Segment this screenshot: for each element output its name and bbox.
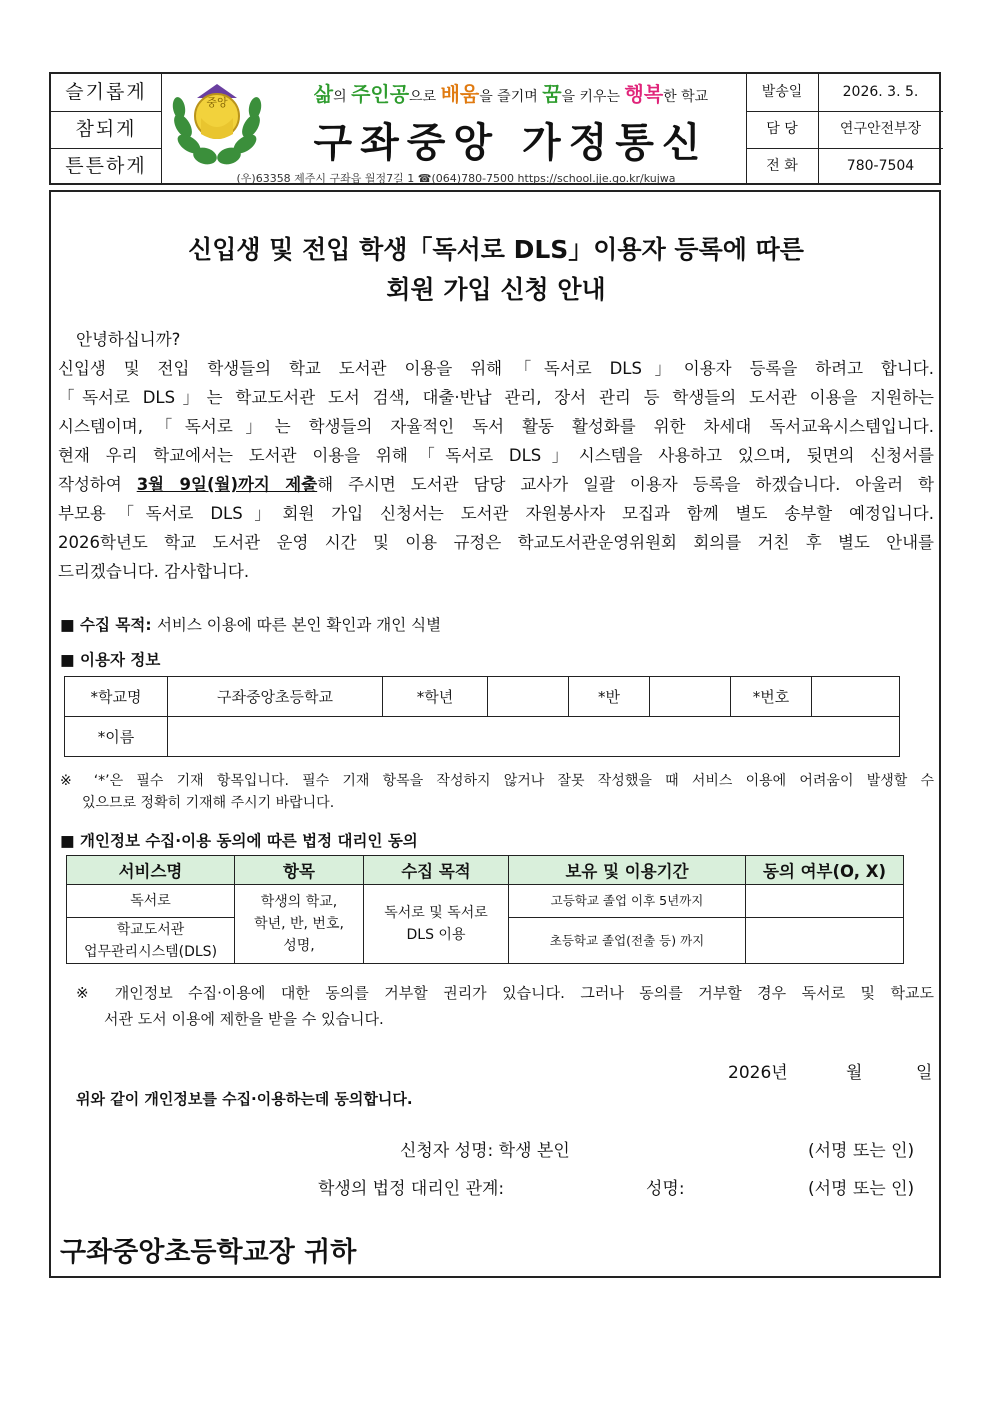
consent-field-1[interactable] — [746, 885, 904, 918]
school-name-value: 구좌중앙초등학교 — [168, 677, 383, 717]
guardian-signature-hint: (서명 또는 인) — [808, 1179, 915, 1199]
school-slogan: 삶의 주인공으로 배움을 즐기며 꿈을 키우는 행복한 학교 — [313, 82, 709, 106]
section-purpose: ■ 수집 목적: 서비스 이용에 따른 본인 확인과 개인 식별 — [60, 616, 442, 634]
meta-value-phone: 780-7504 — [846, 158, 915, 174]
doc-title-line2: 회원 가입 신청 안내 — [386, 275, 606, 304]
section-user-info: ■ 이용자 정보 — [60, 651, 161, 669]
user-info-table: *학교명 구좌중앙초등학교 *학년 *반 *번호 *이름 — [64, 676, 900, 757]
motto-2: 참되게 — [75, 118, 137, 140]
intro-paragraph: 안녕하십니까? 신입생 및 전입 학생들의 학교 도서관 이용을 위해「독서로 DLS」이용자 등록을 하려고 합니다. 「독서로 DLS」는 학교도서관 도서 검색, 대출·반납 관리, 장서 관리 등 학생들의 도서관 이용을 지원하는 시스템이며,「독서로」는 학생들의 자율적인 독서 활동 활성화를 위한 차세대 독서교육시스템입니다. 현재 우리 학교에서는 도서관 이용을 위해「독서로 DLS」시스템을 사용하고 있으며, 뒷면의 신청서를 작성하여 3월 9일(월)까지 제출해 주시면 도서관 담당 교사가 일괄 이용자 등록을 하겠습니다. 아울러 학 부모용「독서로 DLS」회원 가입 신청서는 도서관 자원봉사자 모집과 함께 별도 송부할 예정입니다. 2026학년도 학교 도서관 운영 시간 및 이용 규정은 학교도서관운영위원회 회의를 거친 후 별도 안내를 드리겠습니다. 감사합니다. — [58, 325, 934, 586]
applicant-signature-label: 신청자 성명: 학생 본인 — [400, 1141, 570, 1161]
date-year: 2026년 — [728, 1063, 788, 1083]
meta-label-owner: 담 당 — [766, 121, 798, 137]
motto-3: 튼튼하게 — [65, 155, 147, 177]
meta-label-date: 발송일 — [761, 84, 803, 100]
note-consent-right: ※ 개인정보 수집·이용에 대한 동의를 거부할 권리가 있습니다. 그러나 동의를 거부할 경우 독서로 및 학교도 서관 도서 이용에 제한을 받을 수 있습니다. — [76, 984, 934, 1028]
section-consent: ■ 개인정보 수집·이용 동의에 따른 법정 대리인 동의 — [60, 832, 418, 850]
meta-value-owner: 연구안전부장 — [839, 121, 922, 137]
grade-field[interactable] — [488, 677, 569, 717]
guardian-name-label: 성명: — [646, 1179, 685, 1199]
deadline: 3월 9일(월)까지 제출 — [136, 475, 318, 494]
meta-value-date: 2026. 3. 5. — [842, 84, 919, 100]
note-required: ※ ‘*’은 필수 기재 항목입니다. 필수 기재 항목을 작성하지 않거나 잘못 작성했을 때 서비스 이용에 어려움이 발생할 수 있으므로 정확히 기재해 주시기 바랍니다. — [60, 773, 934, 811]
class-field[interactable] — [650, 677, 731, 717]
consent-table: 서비스명 항목 수집 목적 보유 및 이용기간 동의 여부(O, X) 독서로 학생의 학교, 학년, 반, 번호, 성명, 독서로 및 독서로 DLS 이용 고등학교 졸업 이후 5년까지 학교도서관 업무관리시스템(DLS) 초등학교 졸업(전출 등) 까지 — [66, 855, 904, 964]
recipient: 구좌중앙초등학교장 귀하 — [60, 1237, 357, 1268]
letterhead — [49, 72, 941, 185]
date-day: 일 — [916, 1063, 933, 1083]
name-field[interactable] — [168, 717, 900, 757]
agreement-statement: 위와 같이 개인정보를 수집·이용하는데 동의합니다. — [76, 1090, 413, 1108]
meta-label-phone: 전 화 — [766, 158, 798, 174]
date-month: 월 — [846, 1063, 863, 1083]
number-field[interactable] — [812, 677, 900, 717]
school-address: (우)63358 제주시 구좌읍 월정7길 1 ☎(064)780-7500 https://school.jje.go.kr/kujwa — [236, 172, 676, 185]
consent-field-2[interactable] — [746, 918, 904, 964]
doc-title-line1: 신입생 및 전입 학생「독서로 DLS」이용자 등록에 따른 — [188, 235, 804, 264]
applicant-signature-hint: (서명 또는 인) — [808, 1141, 915, 1161]
school-emblem-icon — [167, 78, 267, 166]
motto-1: 슬기롭게 — [65, 81, 147, 103]
guardian-relation-label: 학생의 법정 대리인 관계: — [318, 1179, 505, 1199]
greeting: 안녕하십니까? — [76, 330, 181, 349]
newsletter-title: 구좌중앙 가정통신 — [313, 120, 709, 166]
emblem-text: 중앙 — [206, 96, 228, 109]
